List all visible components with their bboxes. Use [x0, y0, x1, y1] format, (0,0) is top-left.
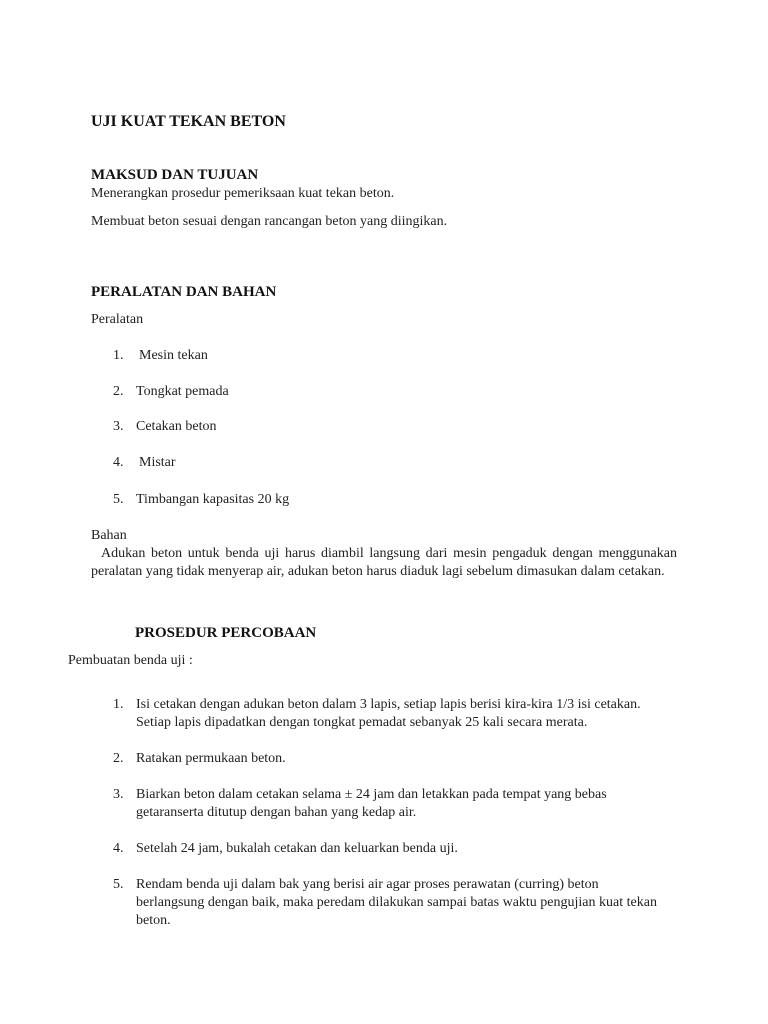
list-item-number: 1.: [113, 697, 124, 712]
list-item-text: Tongkat pemada: [136, 384, 229, 399]
peralatan-label: Peralatan: [91, 312, 144, 327]
list-item-text: Timbangan kapasitas 20 kg: [136, 492, 290, 507]
list-item-text: Setelah 24 jam, bukalah cetakan dan keluarkan benda uji.: [136, 841, 458, 856]
list-item-text: Mesin tekan: [139, 348, 208, 363]
list-item-number: 2.: [113, 384, 124, 399]
list-item-text: Mistar: [139, 455, 176, 470]
list-item-number: 2.: [113, 751, 124, 766]
list-item-text: Ratakan permukaan beton.: [136, 751, 286, 766]
maksud-line-2: Membuat beton sesuai dengan rancangan beton yang diingikan.: [91, 214, 448, 229]
maksud-line-1: Menerangkan prosedur pemeriksaan kuat tekan beton.: [91, 186, 395, 201]
list-item-number: 4.: [113, 455, 124, 470]
maksud-heading: MAKSUD DAN TUJUAN: [91, 167, 259, 183]
list-item-text: Isi cetakan dengan adukan beton dalam 3 lapis, setiap lapis berisi kira-kira 1/3 isi cetakan. Setiap lapis dipadatkan dengan tongkat pemadat sebanyak 25 kali secara merata.: [136, 697, 641, 730]
document-title: UJI KUAT TEKAN BETON: [91, 113, 286, 130]
list-item-number: 3.: [113, 787, 124, 802]
list-item-number: 1.: [113, 348, 124, 363]
list-item-number: 3.: [113, 419, 124, 434]
list-item-number: 5.: [113, 877, 124, 892]
list-item-text: Biarkan beton dalam cetakan selama ± 24 jam dan letakkan pada tempat yang bebas getaranserta ditutup dengan bahan yang kedap air.: [136, 787, 607, 820]
prosedur-sub-label: Pembuatan benda uji :: [68, 653, 193, 668]
peralatan-bahan-heading: PERALATAN DAN BAHAN: [91, 284, 277, 300]
prosedur-heading: PROSEDUR PERCOBAAN: [135, 625, 317, 641]
bahan-label: Bahan: [91, 528, 127, 543]
list-item-number: 5.: [113, 492, 124, 507]
bahan-paragraph: Adukan beton untuk benda uji harus diambil langsung dari mesin pengaduk dengan menggunakan peralatan yang tidak menyerap air, adukan beton harus diaduk lagi sebelum dimasukan dalam cetakan.: [91, 546, 677, 579]
list-item-number: 4.: [113, 841, 124, 856]
list-item-text: Rendam benda uji dalam bak yang berisi air agar proses perawatan (curring) beton berlangsung dengan baik, maka peredam dilakukan sampai batas waktu pengujian kuat tekan beton.: [136, 877, 657, 928]
list-item-text: Cetakan beton: [136, 419, 217, 434]
